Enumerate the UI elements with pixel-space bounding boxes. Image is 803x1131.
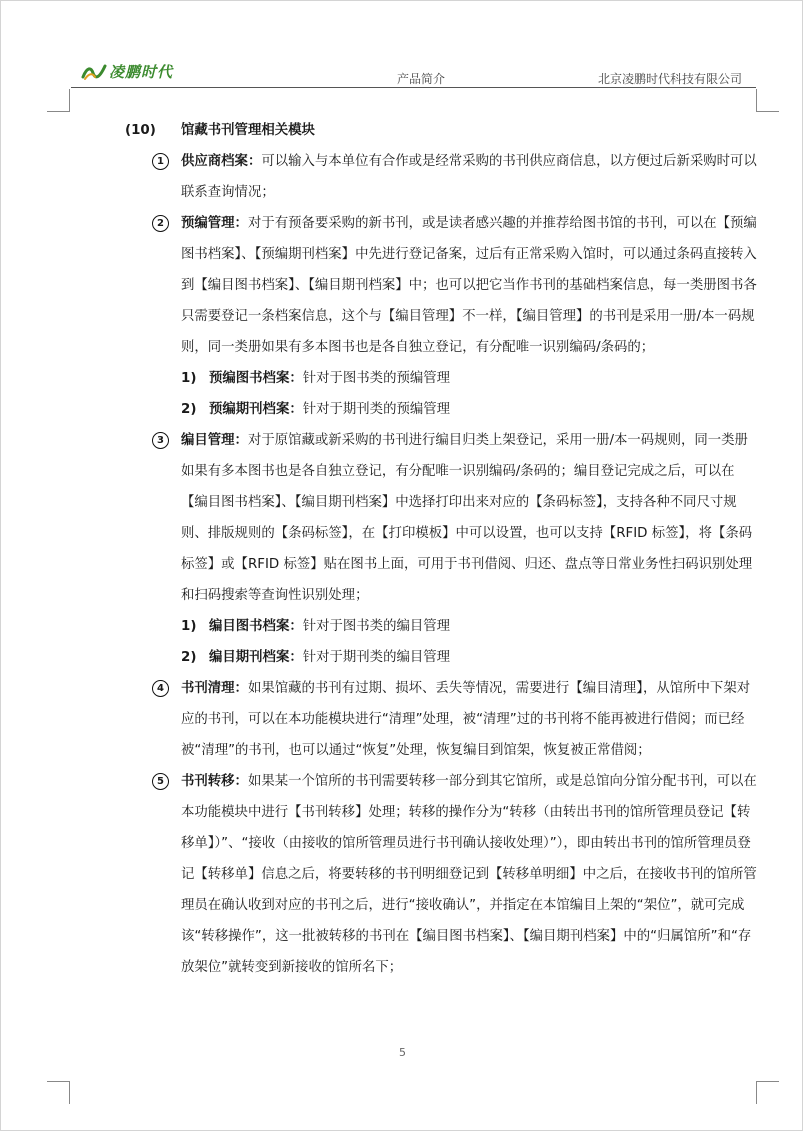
item-marker: 2 <box>152 215 169 232</box>
list-item-transfer <box>125 766 761 983</box>
item-marker: 1 <box>152 153 169 170</box>
sub-item-label: 预编图书档案： <box>209 371 303 386</box>
item-label: 预编管理： <box>181 216 248 231</box>
header-center-text: 产品简介 <box>397 72 446 86</box>
item-label: 书刊转移： <box>181 774 248 789</box>
sub-item-text: 针对于图书类的编目管理 <box>302 619 451 634</box>
sub-item <box>125 363 761 394</box>
logo-text: 凌鹏时代 <box>109 63 174 81</box>
item-label: 编目管理： <box>181 433 248 448</box>
sub-item-text: 针对于期刊类的编目管理 <box>302 650 451 665</box>
item-marker: 4 <box>152 680 169 697</box>
header-company-name: 北京凌鹏时代科技有限公司 <box>597 72 742 86</box>
list-item-catalog <box>125 425 761 611</box>
sub-item <box>125 642 761 673</box>
sub-item-number: 2) <box>181 402 197 417</box>
header-rule <box>71 87 756 88</box>
crop-mark-bottom-left <box>47 1081 70 1104</box>
sub-item-number: 1) <box>181 371 197 386</box>
item-marker: 3 <box>152 432 169 449</box>
item-label: 供应商档案： <box>181 154 262 169</box>
crop-mark-bottom-right <box>756 1081 779 1104</box>
sub-item <box>125 611 761 642</box>
page-number: 5 <box>399 1046 406 1059</box>
list-item-supplier <box>125 146 761 208</box>
item-label: 书刊清理： <box>181 681 248 696</box>
page-content <box>125 115 761 983</box>
item-text: 对于原馆藏或新采购的书刊进行编目归类上架登记，采用一册/本一码规则，同一类册如果有多本图书也是各自独立登记，有分配唯一识别编码/条码的；编目登记完成之后，可以在【编目图书档案】、【编目期刊档案】中选择打印出来对应的【条码标签】，支持各种不同尺寸规则、排版规则的【条码标签】，在【打印模板】中可以设置，也可以支持【RFID 标签】，将【条码标签】或【RFID 标签】贴在图书上面，可用于书刊借阅、归还、盘点等日常业务性扫码识别处理和扫码搜索等查询性识别处理； <box>181 433 753 603</box>
crop-mark-top-right <box>756 89 779 112</box>
section-title: 馆藏书刊管理相关模块 <box>181 123 315 138</box>
sub-item-number: 2) <box>181 650 197 665</box>
item-text: 可以输入与本单位有合作或是经常采购的书刊供应商信息，以方便过后新采购时可以联系查询情况； <box>181 154 757 200</box>
list-item-cleanup <box>125 673 761 766</box>
item-text: 如果某一个馆所的书刊需要转移一部分到其它馆所，或是总馆向分馆分配书刊，可以在本功能模块中进行【书刊转移】处理；转移的操作分为“转移（由转出书刊的馆所管理员登记【转移单】）”、“接收（由接收的馆所管理员进行书刊确认接收处理）”），即由转出书刊的馆所管理员登记【转移单】信息之后，将要转移的书刊明细登记到【转移单明细】中之后，在接收书刊的馆所管理员在确认收到对应的书刊之后，进行“接收确认”，并指定在本馆编目上架的“架位”，就可完成该“转移操作”，这一批被转移的书刊在【编目图书档案】、【编目期刊档案】中的“归属馆所”和“存放架位”就转变到新接收的馆所名下； <box>181 774 757 975</box>
section-heading <box>125 115 761 146</box>
sub-item-text: 针对于期刊类的预编管理 <box>302 402 451 417</box>
crop-mark-top-left <box>47 89 70 112</box>
sub-item-label: 编目期刊档案： <box>209 650 303 665</box>
sub-item-label: 预编期刊档案： <box>209 402 303 417</box>
logo-icon <box>81 63 107 81</box>
sub-item-number: 1) <box>181 619 197 634</box>
sub-item-text: 针对于图书类的预编管理 <box>302 371 451 386</box>
list-item-precatalog <box>125 208 761 363</box>
item-text: 如果馆藏的书刊有过期、损坏、丢失等情况，需要进行【编目清理】，从馆所中下架对应的书刊，可以在本功能模块进行“清理”处理，被“清理”过的书刊将不能再被进行借阅；而已经被“清理”的书刊，也可以通过“恢复”处理，恢复编目到馆架，恢复被正常借阅； <box>181 681 751 758</box>
item-marker: 5 <box>152 773 169 790</box>
item-text: 对于有预备要采购的新书刊，或是读者感兴趣的并推荐给图书馆的书刊，可以在【预编图书档案】、【预编期刊档案】中先进行登记备案，过后有正常采购入馆时，可以通过条码直接转入到【编目图书档案】、【编目期刊档案】中；也可以把它当作书刊的基础档案信息，每一类册图书各只需要登记一条档案信息，这个与【编目管理】不一样，【编目管理】的书刊是采用一册/本一码规则，同一类册如果有多本图书也是各自独立登记，有分配唯一识别编码/条码的； <box>181 216 757 355</box>
section-number: (10) <box>125 123 156 138</box>
sub-item <box>125 394 761 425</box>
company-logo <box>81 61 173 82</box>
sub-item-label: 编目图书档案： <box>209 619 303 634</box>
